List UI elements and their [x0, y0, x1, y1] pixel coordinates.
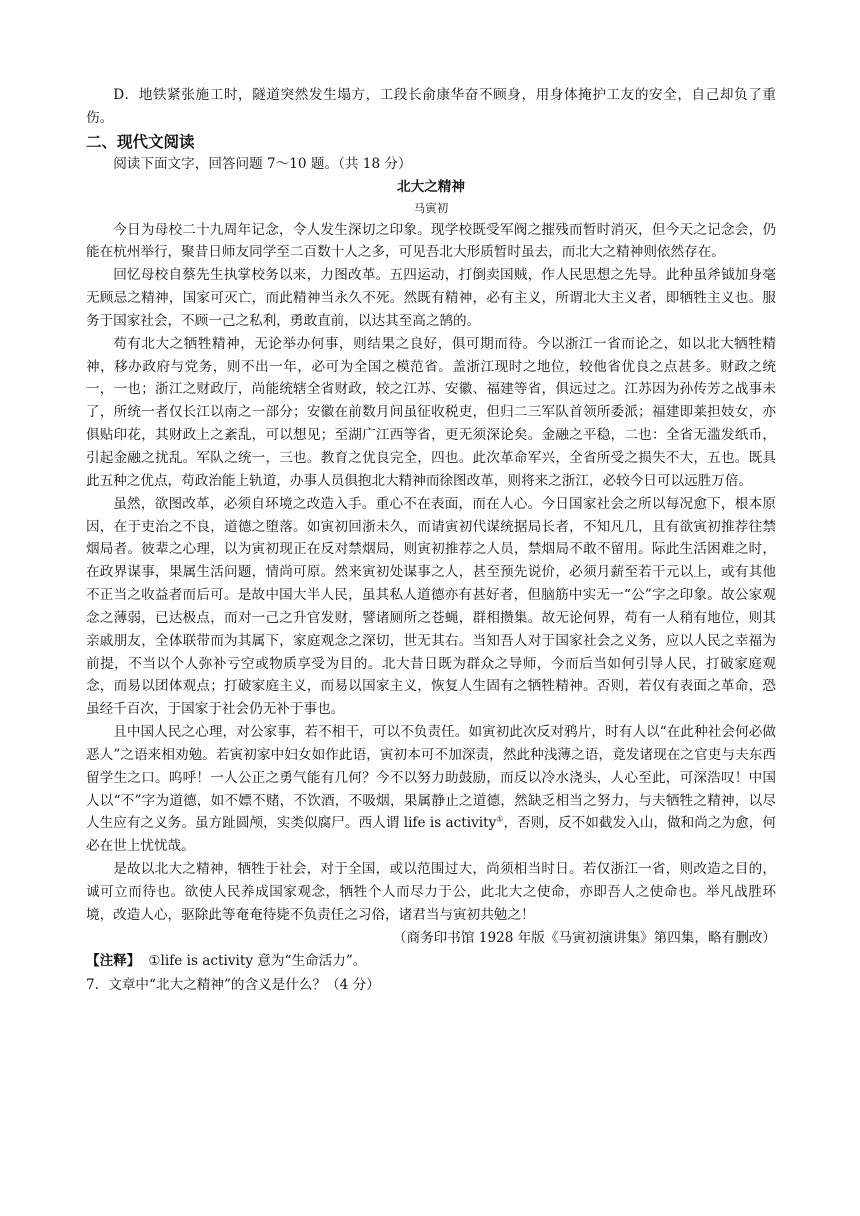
- article-paragraph-5: [86, 721, 776, 858]
- annotation-text: ①life is activity 意为“生命活力”。: [148, 952, 367, 969]
- page-content: [86, 84, 776, 997]
- article-author: 马寅初: [413, 200, 449, 215]
- article-paragraph-6: 是故以北大之精神，牺牲于社会，对于全国，或以范围过大，尚须相当时日。若仅浙江一省，则改造之目的，诚可立而待也。欲使人民养成国家观念，牺牲个人而尽力于公，此北大之使命，亦即吾人之使命也。举凡战胜环境，改造人心，驱除此等奄奄待毙不负责任之习俗，诸君当与寅初共勉之！: [86, 861, 776, 923]
- annotation-label: 【注释】: [86, 952, 141, 969]
- footnote-marker: ①: [496, 814, 504, 824]
- article-source: （商务印书馆 1928 年版《马寅初演讲集》第四集，略有删改）: [392, 929, 776, 946]
- article-paragraph-4: 虽然，欲图改革，必须自环境之改造入手。重心不在表面，而在人心。今日国家社会之所以每况愈下，根本原因，在于吏治之不良，道德之堕落。如寅初回浙未久，而请寅初代谋统据局长者，不知凡几，且有欲寅初推荐往禁烟局者。彼辈之心理，以为寅初现正在反对禁烟局，则寅初推荐之人员，禁烟局不敢不留用。际此生活困难之时，在政界谋事，果属生活问题，情尚可原。然来寅初处谋事之人，甚至预先说价，必须月薪至若干元以上，或有其他不正当之收益者而后可。是故中国大半人民，虽其私人道德亦有甚好者，但脑筋中实无一“公”字之印象。故公家观念之薄弱，已达极点，而对一己之升官发财，譬诸厕所之苍蝇，群相攒集。故无论何界，苟有一人稍有地位，则其亲戚朋友，全体联带而为其属下，家庭观念之深切，世无其右。当知吾人对于国家社会之义务，应以人民之幸福为前提，不当以个人弥补亏空或物质享受为目的。北大昔日既为群众之导师，今而后当如何引导人民，打破家庭观念，而易以团体观点；打破家庭主义，而易以国家主义，恢复人生固有之牺牲精神。否则，若仅有表面之革命，恐虽经千百次，于国家于社会仍无补于事也。: [86, 495, 776, 718]
- reading-instruction: 阅读下面文字，回答问题 7～10 题。（共 18 分）: [113, 155, 412, 172]
- article-paragraph-1: 今日为母校二十九周年记念，令人发生深切之印象。现学校既受军阀之摧残而暂时消灭，但今天之记念会，仍能在杭州举行，聚昔日师友同学至二百数十人之多，可见吾北大形质暂时虽去，而北大之精神则依然存在。: [86, 221, 776, 261]
- option-d: D．地铁紧张施工时，隧道突然发生塌方，工段长俞康华奋不顾身，用身体掩护工友的安全，自己却负了重伤。: [86, 87, 776, 126]
- question-7: 7．文章中“北大之精神”的含义是什么？（4 分）: [86, 977, 380, 994]
- article-title: 北大之精神: [397, 178, 465, 195]
- article-paragraph-3: 苟有北大之牺牲精神，无论举办何事，则结果之良好，俱可期而待。今以浙江一省而论之，如以北大牺牲精神，移办政府与党务，则不出一年，必可为全国之模范省。盖浙江现时之地位，较他省优良之点甚多。财政之统一，一也；浙江之财政厅，尚能统辖全省财政，较之江苏、安徽、福建等省，俱远过之。江苏因为孙传芳之战事未了，所统一者仅长江以南之一部分；安徽在前数月间虽征收税吏，但归二三军队首领所委派；福建即莱担妓女，亦俱贴印花，其财政上之紊乱，可以想见；至湖广江西等省，更无须深论矣。金融之平稳，二也：全省无滥发纸币，引起金融之扰乱。军队之统一，三也。教育之优良完全，四也。此次革命军兴，全省所受之损失不大，五也。既具此五种之优点，苟政治能上轨道，办事人员俱抱北大精神而徐图改革，则将来之浙江，必较今日可以远胜万倍。: [86, 335, 776, 489]
- article-paragraph-2: 回忆母校自蔡先生执掌校务以来，力图改革。五四运动，打倒卖国贼，作人民思想之先导。此种虽斧钺加身毫无顾忌之精神，国家可灭亡，而此精神当永久不死。然既有精神，必有主义，所谓北大主义者，即牺牲主义也。服务于国家社会，不顾一己之私利，勇敢直前，以达其至高之鹄的。: [86, 267, 776, 329]
- paragraph-5-after: ，否则，反不如截发入山，做和尚之为愈，何必在世上忧忧哉。: [86, 815, 777, 855]
- section-heading: 二、现代文阅读: [86, 132, 195, 151]
- paragraph-5-text: 且中国人民之心理，对公家事，若不相干，可以不负责任。如寅初此次反对鸦片，时有人以“在此种社会何必做恶人”之语来相劝勉。若寅初家中妇女如作此语，寅初本可不加深责，然此种浅薄之语，竟发诸现在之官吏与夫东西留学生之口。呜呼！一人公正之勇气能有几何？今不以努力助鼓励，而反以冷水浇头，人心至此，可深浩叹！中国人以“不”字为道德，如不嫖不赌，不饮酒，不吸烟，果属静止之道德，然缺乏相当之努力，与夫牺牲之精神，以尽人生应有之义务。虽方趾圆颅，实类似腐尸。西人谓 life is activity: [86, 724, 776, 832]
- annotation: [86, 950, 776, 973]
